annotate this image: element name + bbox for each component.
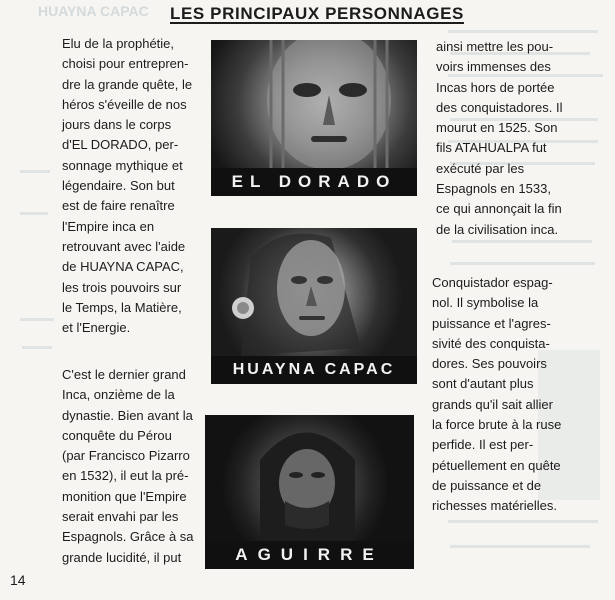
text-line: les trois pouvoirs sur bbox=[62, 279, 182, 295]
portrait-caption: AGUIRRE bbox=[205, 541, 414, 569]
portrait-caption: EL DORADO bbox=[211, 168, 417, 196]
text-line: puissance et l'agres- bbox=[432, 315, 551, 331]
helmeted-conquistador-image bbox=[205, 415, 414, 541]
text-line: grands qu'il sait allier bbox=[432, 396, 553, 412]
text-line: pétuellement en quête bbox=[432, 457, 561, 473]
text-line: (par Francisco Pizarro bbox=[62, 448, 190, 464]
text-line: serait envahi par les bbox=[62, 509, 179, 525]
text-line: ce qui annonçait la fin bbox=[436, 201, 562, 217]
text-line: de HUAYNA CAPAC, bbox=[62, 259, 184, 275]
text-line: Espagnols. Grâce à sa bbox=[62, 529, 194, 545]
text-line: monition que l'Empire bbox=[62, 488, 187, 504]
text-line: et l'Energie. bbox=[62, 320, 131, 336]
text-line: retrouvant avec l'aide bbox=[62, 238, 186, 254]
text-line: dynastie. Bien avant la bbox=[62, 407, 193, 423]
text-line: C'est le dernier grand bbox=[62, 367, 186, 382]
text-line: Inca, onzième de la bbox=[62, 387, 175, 403]
text-line: ainsi mettre les pou- bbox=[436, 39, 554, 54]
page-title: LES PRINCIPAUX PERSONNAGES bbox=[170, 4, 464, 23]
text-line: Incas hors de portée bbox=[436, 79, 555, 95]
text-line: fils ATAHUALPA fut bbox=[436, 140, 547, 156]
text-line: richesses matérielles. bbox=[432, 498, 557, 514]
text-line: dores. Ses pouvoirs bbox=[432, 356, 547, 372]
aguirre-portrait bbox=[205, 415, 414, 569]
text-line: des conquistadores. Il bbox=[436, 99, 563, 115]
text-line: choisi pour entrepren- bbox=[62, 56, 189, 72]
huayna-capac-portrait bbox=[211, 228, 417, 384]
text-line: en 1532), il eut la pré- bbox=[62, 468, 189, 484]
text-line: sont d'autant plus bbox=[432, 376, 534, 392]
text-line: Espagnols en 1533, bbox=[436, 181, 551, 197]
text-line: l'Empire inca en bbox=[62, 218, 155, 234]
portrait-caption: HUAYNA CAPAC bbox=[211, 356, 417, 384]
huayna-capac-description-start bbox=[62, 365, 194, 568]
text-line: la force brute à la ruse bbox=[432, 417, 562, 433]
bleed-through-heading: HUAYNA CAPAC bbox=[38, 3, 149, 19]
text-line: de puissance et de bbox=[432, 477, 542, 493]
el-dorado-portrait bbox=[211, 40, 417, 196]
text-line: conquête du Pérou bbox=[62, 427, 172, 443]
text-line: exécuté par les bbox=[436, 160, 525, 176]
text-line: mourut en 1525. Son bbox=[436, 120, 558, 136]
aguirre-description bbox=[432, 273, 561, 517]
text-line: héros s'éveille de nos bbox=[62, 96, 187, 112]
text-line: sonnage mythique et bbox=[62, 157, 183, 173]
text-line: voirs immenses des bbox=[436, 59, 551, 75]
text-line: Conquistador espag- bbox=[432, 275, 553, 290]
text-line: jours dans le corps bbox=[62, 117, 172, 133]
golden-mask-image bbox=[211, 40, 417, 168]
huayna-capac-description-end bbox=[436, 37, 562, 240]
text-line: d'EL DORADO, per- bbox=[62, 137, 179, 153]
text-line: est de faire renaître bbox=[62, 198, 175, 214]
el-dorado-description bbox=[62, 34, 192, 338]
text-line: nol. Il symbolise la bbox=[432, 295, 539, 311]
text-line: sivité des conquista- bbox=[432, 335, 550, 351]
text-line: de la civilisation inca. bbox=[436, 221, 559, 237]
page-number: 14 bbox=[10, 572, 26, 588]
text-line: perfide. Il est per- bbox=[432, 437, 534, 453]
text-line: dre la grande quête, le bbox=[62, 76, 193, 92]
text-line: le Temps, la Matière, bbox=[62, 299, 182, 315]
old-inca-face-image bbox=[211, 228, 417, 356]
text-line: grande lucidité, il put bbox=[62, 549, 182, 565]
text-line: Elu de la prophétie, bbox=[62, 36, 175, 51]
text-line: légendaire. Son but bbox=[62, 178, 175, 194]
